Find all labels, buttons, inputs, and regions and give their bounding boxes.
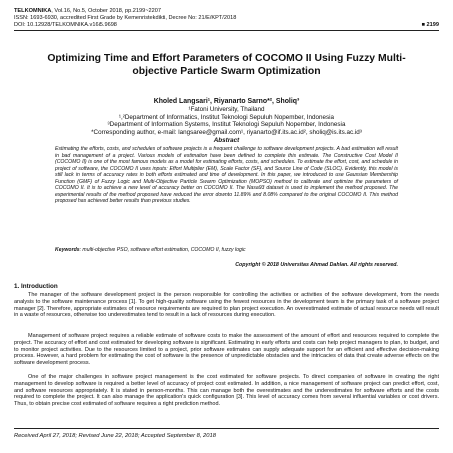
copyright-notice: Copyright © 2018 Universitas Ahmad Dahlan. All rights reserved.: [235, 262, 398, 268]
page-number: ■ 2199: [421, 21, 439, 28]
body-paragraph: One of the major challenges in software project management is the cost estimated for software projects. To direct companies of software in creating the right management to develop software is required a better level of accuracy of project cost estimated. In addition, a nice management of software project can predict effort, cost, and software resources appropriately. It is stated in person-months. This can manage both the overestimates and the underestimates for software efforts and the costs required to complete the project. It can also manage the application's quick configuration [3]. This level of accuracy comes from several influential variables or cost drivers. Thus, to obtain precise cost estimated of software requires a right prediction method.: [14, 374, 439, 407]
journal-issn: ISSN: 1693-6930, accredited First Grade by Kemenristekdikti, Decree No: 21/E/KPT/2018: [14, 14, 237, 21]
journal-citation: , Vol.16, No.5, October 2018, pp.2199~2207: [51, 8, 161, 14]
journal-header: [14, 8, 439, 28]
abstract-text: Estimating the efforts, costs, and schedules of software projects is a frequent challenge to software development projects. A bad estimation will result in bad management of a project. Various models of estimation have been defined to complete this estimate. The Constructive Cost Model II (COCOMO II) is one of the most famous models as a model for estimating efforts, costs, and schedules. To estimate the effort, cost, and schedule in project of software, the COCOMO II uses inputs: Effort Multiplier (EM), Scale Factor (SF), and Source Line of Code (SLOC). Evidently, this model is still lack in terms of accuracy rates in both efforts estimated and time of development. In this paper, we introduced to use Gaussian Membership Function (GMF) of Fuzzy Logic and Multi-Objective Particle Swarm Optimization (MOPSO) method to calibrate and optimize the parameters of COCOMO II. It is to achieve a new level of accuracy better on COCOMO II. The Nasa93 dataset is used to implement the method proposed. The experimental results of the method proposed have reduced the error downto 11.89% and 8.08% compared to the original COCOMO II. This method proposed has achieved better results than previous studies.: [55, 146, 398, 205]
header-rule: [14, 30, 439, 31]
paper-title: Optimizing Time and Effort Parameters of COCOMO II Using Fuzzy Multi-objective Particle Swarm Optimization: [47, 53, 406, 77]
keywords-text: : multi-objective PSO, software effort estimation, COCOMO II, fuzzy logic: [79, 247, 246, 253]
affiliation-line: ¹,²Department of Informatics, Institut Teknologi Sepuluh Nopember, Indonesia: [118, 113, 335, 121]
keywords: [55, 247, 398, 254]
author-names: Kholed Langsari¹, Riyanarto Sarno*², Sholiq³: [153, 98, 300, 105]
journal-citation-line: [14, 8, 439, 15]
body-paragraph: Management of software project requires a reliable estimate of software costs to make the assessment of the amount of effort and resources required to complete the project. The accuracy of effort and cost estimated for developing software is significant. Estimating in early efforts and costs can help project managers to plan, to budget, and to monitor project activities. Due to the resources limited to a project, prior software estimates can supply adequate support for an efficient and effective decision-making process. However, a hard problem for estimating the cost of software is the presence of unpredictable obstacles and the intricacies of data that create adverse effects on the software development process.: [14, 333, 439, 366]
keywords-label: Keywords: [55, 247, 80, 253]
section-heading: 1. Introduction: [14, 283, 58, 290]
journal-doi: DOI: 10.12928/TELKOMNIKA.v16i5.9698: [14, 21, 117, 28]
corresponding-author: *Corresponding author, e-mail: langsaree@gmail.com¹, riyanarto@if.its.ac.id², sholiq@is.its.ac.id³: [91, 128, 362, 136]
abstract-heading: Abstract: [213, 137, 240, 144]
journal-name: TELKOMNIKA: [14, 8, 52, 14]
body-paragraph: The manager of the software development project is the person responsible for controlling the activities or activities of the software development, from the needs analysis to the software maintenance process [1]. To get high-quality software using the fewest resources in the development team is the primary task of a software project manager [2]. Therefore, appropriate estimates of resource requirements are required to plan project execution. An overestimated estimate of actual resource needs will result in a waste of resources, otherwise too underestimates tend to result in a lack of resources during execution.: [14, 292, 439, 319]
affiliation-line: ¹Fatoni University, Thailand: [188, 106, 265, 113]
affiliation-line: ³Department of Information Systems, Institut Teknologi Sepuluh Nopember, Indonesia: [107, 121, 346, 129]
author-block: [20, 97, 433, 136]
received-dates: Received April 27, 2018; Revised June 22, 2018; Accepted September 8, 2018: [14, 433, 216, 439]
footer-rule: [14, 428, 439, 429]
